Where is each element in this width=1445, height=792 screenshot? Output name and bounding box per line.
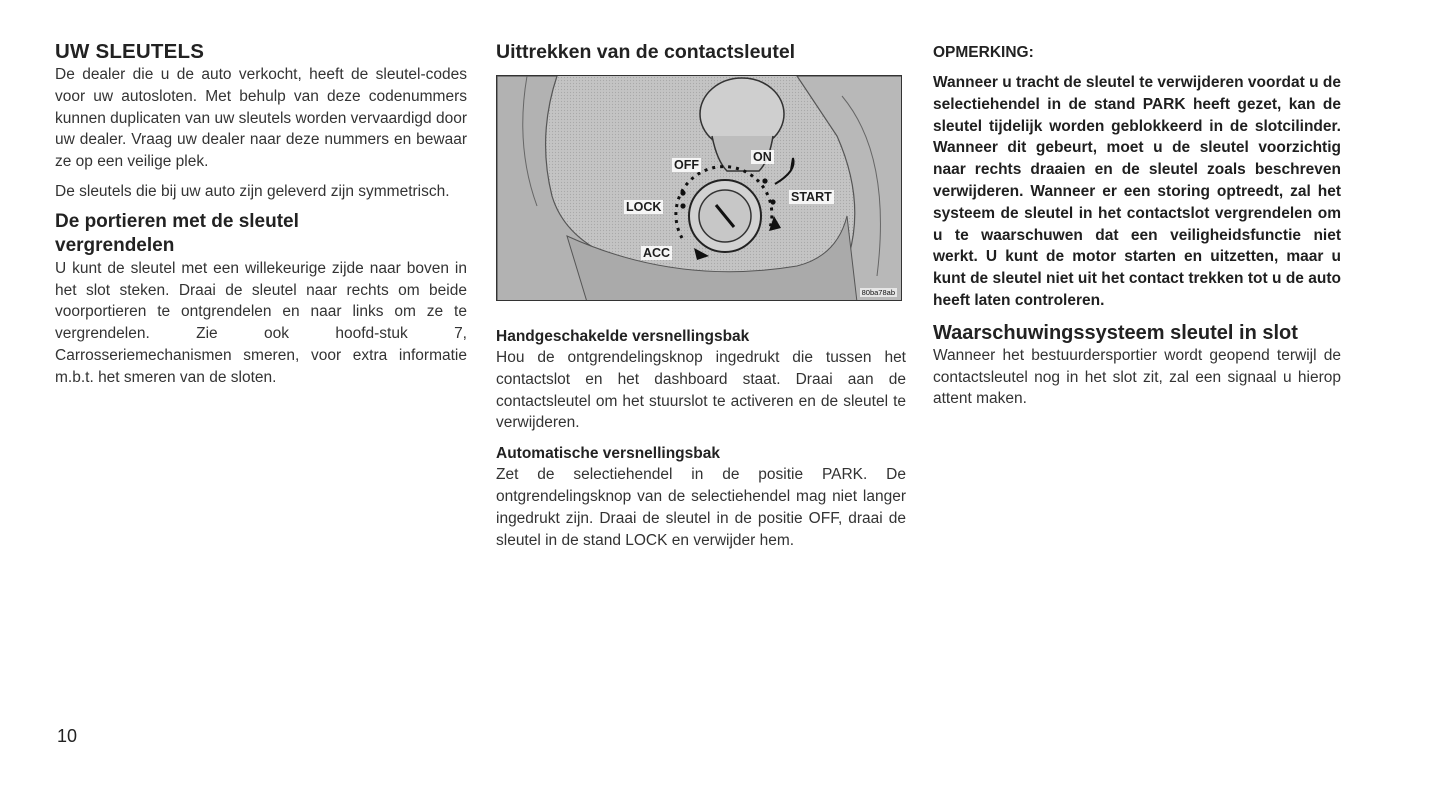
figure-code: 80ba78ab (861, 288, 895, 297)
manual-gearbox-paragraph: Hou de ontgrendelingsknop ingedrukt die tussen het contactslot en het dashboard staat. Draai aan de contactsleutel om het stuurslot te activeren en de sleutel te verwijderen. (496, 349, 906, 432)
lock-doors-paragraph: U kunt de sleutel met een willekeurige zijde naar boven in het slot steken. Draai de sleutel naar rechts om beide voorportieren te ontgrendelen en naar links om ze te vergrendelen. Zie ook hoofd-stuk 7, Carrosseriemechanismen smeren, voor extra informatie m.b.t. het smeren van de sloten. (55, 259, 467, 386)
label-off: OFF (674, 158, 699, 172)
note-paragraph: Wanneer u tracht de sleutel te verwijderen voordat u de selectiehendel in de stand PARK heeft gezet, kan de sleutel tijdelijk worden geblokkeerd in de slotcilinder. Wanneer dit gebeurt, moet u de sleutel voorzichtig naar rechts draaien en de sleutel zoals beschreven verwijderen. Wanneer er een storing optreedt, zal het systeem de sleutel in het contactslot vergrendelen om u te waarschuwen dat een veiligheidsfunctie niet werkt. U kunt de motor starten en uitzetten, maar u kunt de sleutel niet uit het contact trekken tot u de auto heeft laten controleren. (933, 74, 1341, 309)
section-heading-keys: UW SLEUTELS (55, 40, 205, 63)
subheading-manual-gearbox: Handgeschakelde versnellingsbak (496, 328, 750, 345)
ignition-illustration (496, 75, 902, 301)
label-on: ON (753, 150, 772, 164)
spacer (496, 434, 906, 444)
spacer (55, 203, 467, 210)
spacer (496, 301, 906, 327)
label-start: START (791, 190, 832, 204)
spacer (933, 312, 1341, 321)
label-lock: LOCK (626, 200, 662, 214)
page-number: 10 (57, 726, 78, 746)
section-heading-remove-key: Uittrekken van de contactsleutel (496, 41, 796, 63)
subheading-lock-doors: De portieren met de sleutel vergrendelen (55, 210, 299, 256)
note-heading: OPMERKING: (933, 44, 1034, 61)
keys-paragraph: De dealer die u de auto verkocht, heeft de sleutel-codes voor uw autosloten. Met behulp van deze codenummers kunnen duplicaten van uw sleutels worden vervaardigd door uw dealer. Vraag uw dealer naar deze nummers en bewaar ze op een veilige plek. (55, 66, 467, 171)
column-right (933, 40, 1341, 410)
spacer (55, 173, 467, 181)
key-warning-paragraph: Wanneer het bestuurdersportier wordt geopend terwijl de contactsleutel nog in het slot zit, zal een signaal u hierop attent maken. (933, 346, 1341, 408)
column-left (55, 40, 467, 389)
subheading-automatic-gearbox: Automatische versnellingsbak (496, 445, 720, 463)
automatic-gearbox-paragraph: Zet de selectiehendel in de positie PARK. De ontgrendelingsknop van de selectiehendel mag niet langer ingedrukt zijn. Draai de sleutel in de positie OFF, draai de sleutel in de stand LOCK en verwijder hem. (496, 466, 906, 549)
column-middle (496, 40, 906, 551)
label-acc: ACC (643, 246, 671, 260)
subheading-key-warning: Waarschuwingssysteem sleutel in slot (933, 321, 1298, 344)
spacer (933, 63, 1341, 72)
keys-symmetric-paragraph: De sleutels die bij uw auto zijn geleverd zijn symmetrisch. (55, 182, 450, 200)
ignition-drawing (497, 76, 902, 301)
